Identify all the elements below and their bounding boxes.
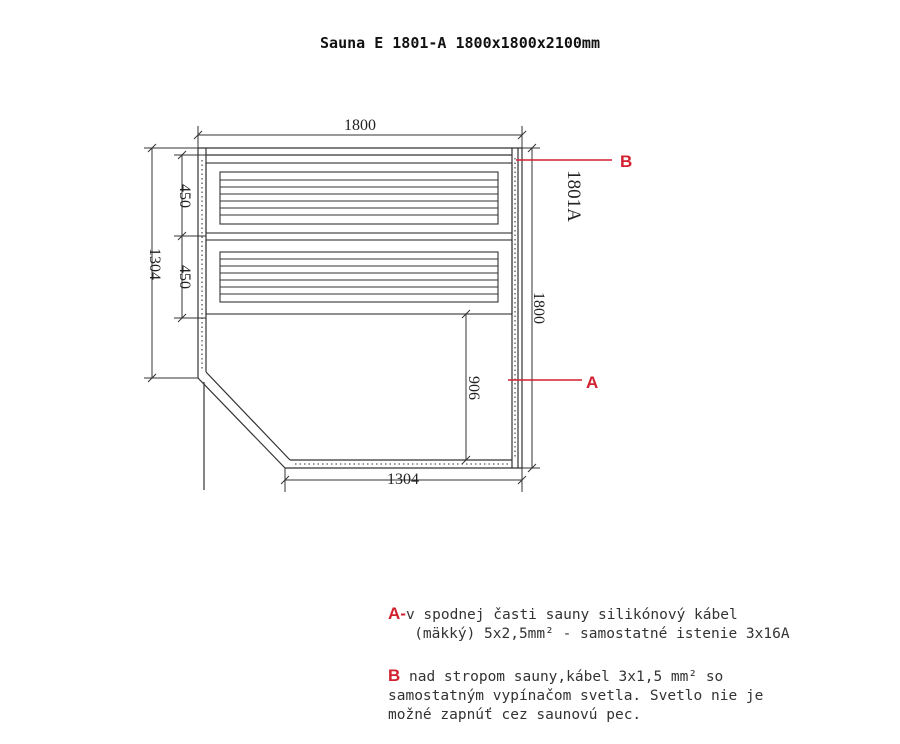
wall-insulation <box>202 158 515 464</box>
dim-right-depth: 1800 <box>530 292 547 324</box>
dim-left-total: 1304 <box>146 248 163 280</box>
dim-top-width: 1800 <box>344 117 376 134</box>
note-b-key: B <box>388 666 401 685</box>
dim-bench-lower: 450 <box>176 265 193 289</box>
model-label: 1801A <box>563 170 584 222</box>
dim-bench-upper: 450 <box>176 184 193 208</box>
marker-b-label: B <box>620 152 633 171</box>
cabin-outline <box>198 148 522 490</box>
note-a-line2: (mäkký) 5x2,5mm² - samostatné istenie 3x16A <box>388 626 790 642</box>
drawing-title: Sauna E 1801-A 1800x1800x2100mm <box>320 34 600 52</box>
note-b-line2: samostatným vypínačom svetla. Svetlo nie je <box>388 688 764 704</box>
note-a-line1: v spodnej časti sauny silikónový kábel <box>405 607 738 623</box>
dim-bottom-width: 1304 <box>387 471 419 488</box>
dim-inner-vertical: 906 <box>465 376 482 400</box>
lower-bench <box>206 240 512 314</box>
note-b-line3: možné zapnúť cez saunovú pec. <box>388 707 642 723</box>
note-b-line1: nad stropom sauny,kábel 3x1,5 mm² so <box>400 669 724 685</box>
note-b <box>388 666 763 725</box>
note-a-key: A- <box>388 604 406 623</box>
marker-a-label: A <box>586 373 599 392</box>
upper-bench <box>206 163 512 233</box>
note-a <box>388 604 790 644</box>
